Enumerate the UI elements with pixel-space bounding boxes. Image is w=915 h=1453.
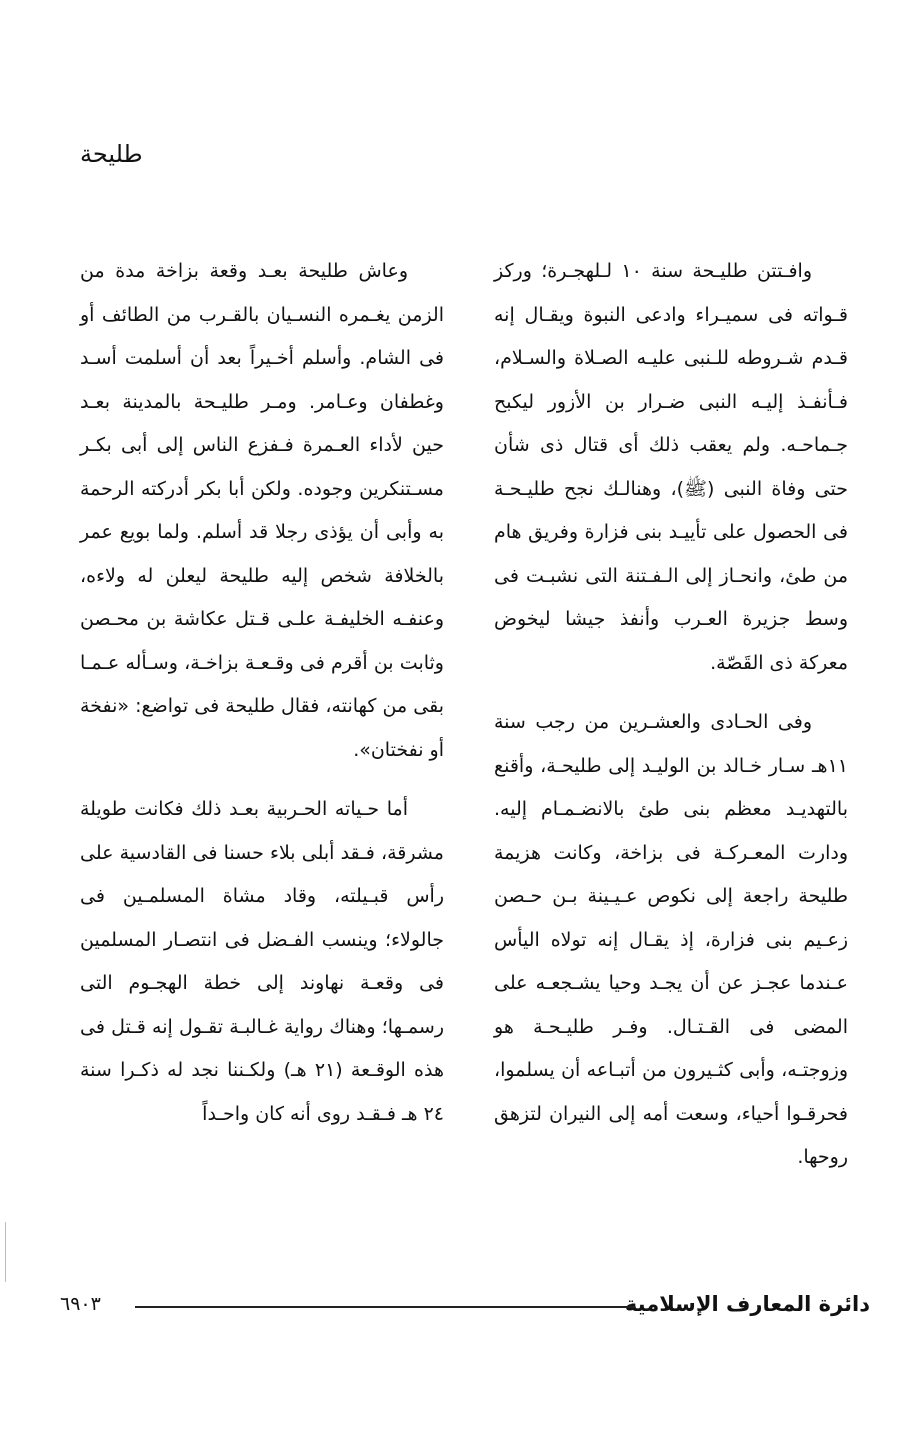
footer-journal-name: دائرة المعارف الإسلامية <box>624 1292 870 1316</box>
footer-rule <box>135 1306 635 1308</box>
scan-mark <box>5 1222 6 1282</box>
paragraph: أما حـياته الحـربية بعـد ذلك فكانت طويلة مشرقة، فـقد أبلى بلاء حسنا فى القادسية على رأس قبـيلته، وقاد مشاة المسلمـين فى جالولاء؛ وينسب الفـضل فى انتصـار المسلمين فى وقعـة نهاوند إلى خطة الهجـوم التى رسمـها؛ وهناك رواية غـالبـة تقـول إنه قـتل فى هذه الوقـعة (٢١ هـ) ولكـننا نجد له ذكـرا سنة ٢٤ هـ فـقـد روى أنه كان واحـداً <box>80 798 444 1125</box>
paragraph: وافـتتن طليـحة سنة ١٠ لـلهجـرة؛ وركز قـواته فى سميـراء وادعى النبوة ويقـال إنه قـدم شـروطه للـنبى عليـه الصـلاة والسـلام، فـأنفـذ إليـه النبى ضـرار بن الأزور ليكبح جـماحـه. ولم يعقب ذلك أى قتال ذى شأن حتى وفاة النبى (ﷺ)، وهنالـك نجح طليـحـة فى الحصول على تأييـد بنى فزارة وفريق هام من طئ، وانحـاز إلى الـفـتنة التى نشبـت فى وسط جزيرة العـرب وأنفذ جيشا ليخوض معركة ذى القَصّة. <box>494 260 848 674</box>
paragraph: وعاش طليحة بعـد وقعة بزاخة مدة من الزمن يغـمره النسـيان بالقـرب من الطائف أو فى الشام. وأسلم أخـيراً بعد أن أسلمت أسـد وغطفان وعـامر. ومـر طليـحة بالمدينة بعـد حين لأداء العـمرة فـفزع الناس إلى أبى بكـر مسـتنكرين وجوده. ولكن أبا بكر أدركته الرحمة به وأبى أن يؤذى رجلا قد أسلم. ولما بويع عمر بالخلافة شخص إليه طليحة ليعلن له ولاءه، وعنفـه الخليفـة علـى قـتل عكاشة بن محـصن وثابت بن أقرم فى وقـعـة بزاخـة، وسـأله عـمـا بقى من كهانته، فقال طليحة فى تواضع: «نفخة أو نفختان». <box>80 260 444 761</box>
left-column <box>80 250 444 1136</box>
paragraph: وفى الحـادى والعشـرين من رجب سنة ١١هـ سـار خـالد بن الوليـد إلى طليحـة، وأقنع بالتهديـد معظم بنى طئ بالانضـمـام إليه. ودارت المعـركـة فى بزاخة، وكانت هزيمة طليحة راجعة إلى نكوص عـيـينة بـن حـصن زعـيم بنى فزارة، إذ يقـال إنه تولاه اليأس عـندما عجـز عن أن يجـد وحيا يشـجعـه على المضى فى القـتـال. وفـر طليـحـة هو وزوجتـه، وأبى كثـيرون من أتبـاعه أن يسلموا، فحرقـوا أحياء، وسعت أمه إلى النيران لتزهق روحها. <box>494 711 848 1168</box>
page-number: ٦٩٠٣ <box>60 1293 101 1315</box>
page-footer <box>60 1292 870 1322</box>
right-column <box>494 250 848 1180</box>
page-title: طليحة <box>80 140 143 168</box>
